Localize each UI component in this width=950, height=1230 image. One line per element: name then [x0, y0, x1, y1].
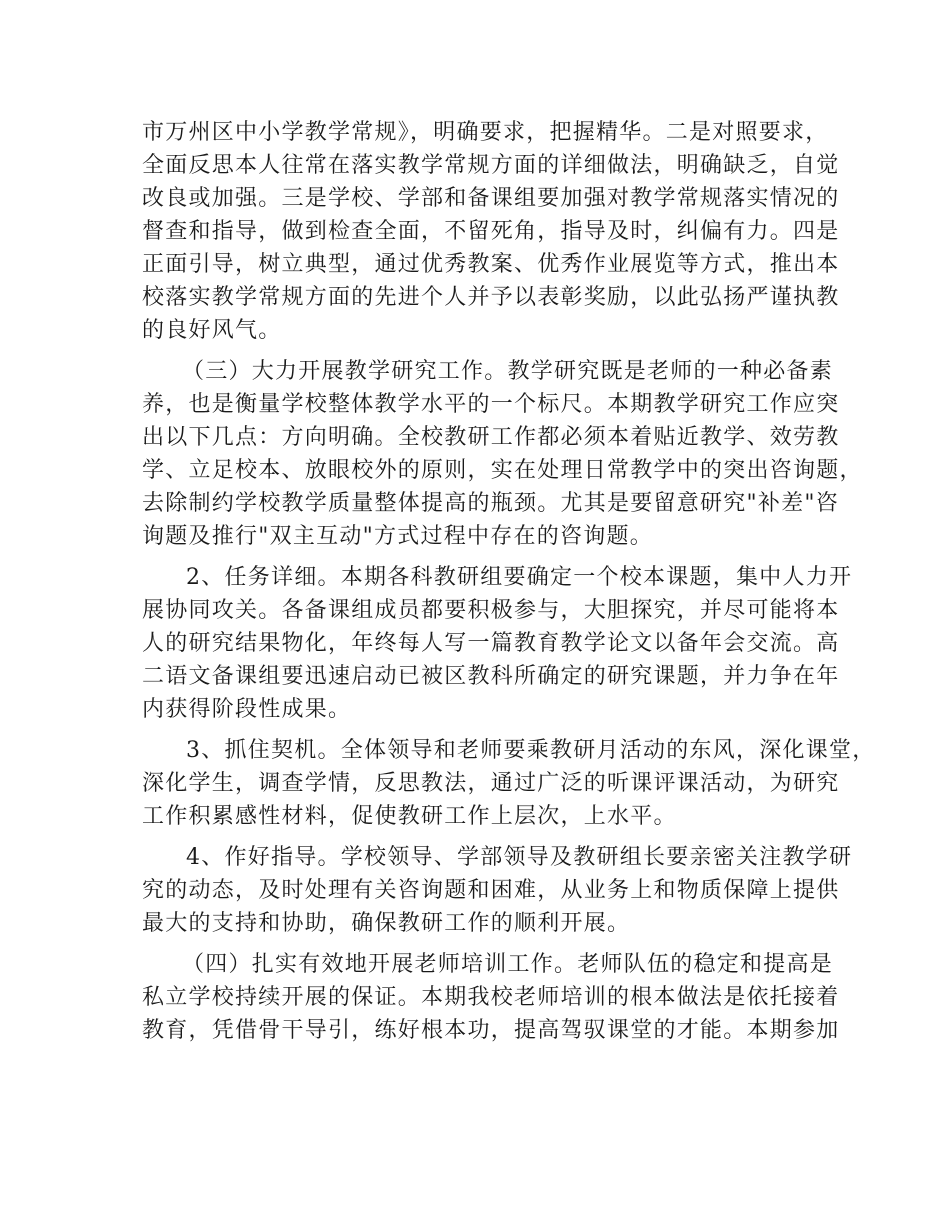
section-heading-line: （三）大力开展教学研究工作。教学研究既是老师的一种必备素: [182, 359, 834, 384]
text-line: 二语文备课组要迅速启动已被区教科所确定的研究课题，并力争在年: [142, 664, 840, 689]
text-line: 深化学生，调查学情，反思教法，通过广泛的听课评课活动，为研究: [142, 771, 840, 796]
text-line: 去除制约学校教学质量整体提高的瓶颈。尤其是要留意研究"补差"咨: [142, 491, 839, 516]
text-line: 私立学校持续开展的保证。本期我校老师培训的根本做法是依托接着: [142, 985, 840, 1010]
text-line: 内获得阶段性成果。: [142, 697, 352, 722]
paragraph-start-line: 3、抓住契机。全体领导和老师要乘教研月活动的东风，深化课堂，: [186, 738, 876, 763]
text-line: 督查和指导，做到检查全面，不留死角，指导及时，纠偏有力。四是: [142, 219, 840, 244]
paragraph-start-line: 2、任务详细。本期各科教研组要确定一个校本课题，集中人力开: [186, 565, 853, 590]
text-line: 市万州区中小学教学常规》，明确要求，把握精华。二是对照要求，: [142, 120, 829, 145]
text-line: 询题及推行"双主互动"方式过程中存在的咨询题。: [142, 524, 653, 549]
text-line: 改良或加强。三是学校、学部和备课组要加强对教学常规落实情况的: [142, 186, 840, 211]
text-line: 正面引导，树立典型，通过优秀教案、优秀作业展览等方式，推出本: [142, 252, 840, 277]
section-heading-line: （四）扎实有效地开展老师培训工作。老师队伍的稳定和提高是: [182, 952, 834, 977]
text-line: 人的研究结果物化，年终每人写一篇教育教学论文以备年会交流。高: [142, 631, 840, 656]
text-line: 最大的支持和协助，确保教研工作的顺利开展。: [142, 911, 631, 936]
text-line: 的良好风气。: [142, 318, 282, 343]
text-line: 究的动态，及时处理有关咨询题和困难，从业务上和物质保障上提供: [142, 878, 840, 903]
paragraph-start-line: 4、作好指导。学校领导、学部领导及教研组长要亲密关注教学研: [186, 845, 853, 870]
text-line: 校落实教学常规方面的先进个人并予以表彰奖励，以此弘扬严谨执教: [142, 285, 840, 310]
text-line: 养，也是衡量学校整体教学水平的一个标尺。本期教学研究工作应突: [142, 392, 840, 417]
text-line: 展协同攻关。各备课组成员都要积极参与，大胆探究，并尽可能将本: [142, 598, 840, 623]
text-line: 教育，凭借骨干导引，练好根本功，提高驾驭课堂的才能。本期参加: [142, 1018, 840, 1043]
text-line: 学、立足校本、放眼校外的原则，实在处理日常教学中的突出咨询题，: [142, 458, 863, 483]
text-line: 出以下几点：方向明确。全校教研工作都必须本着贴近教学、效劳教: [142, 425, 840, 450]
text-line: 全面反思本人往常在落实教学常规方面的详细做法，明确缺乏，自觉: [142, 153, 840, 178]
text-line: 工作积累感性材料，促使教研工作上层次，上水平。: [142, 804, 677, 829]
